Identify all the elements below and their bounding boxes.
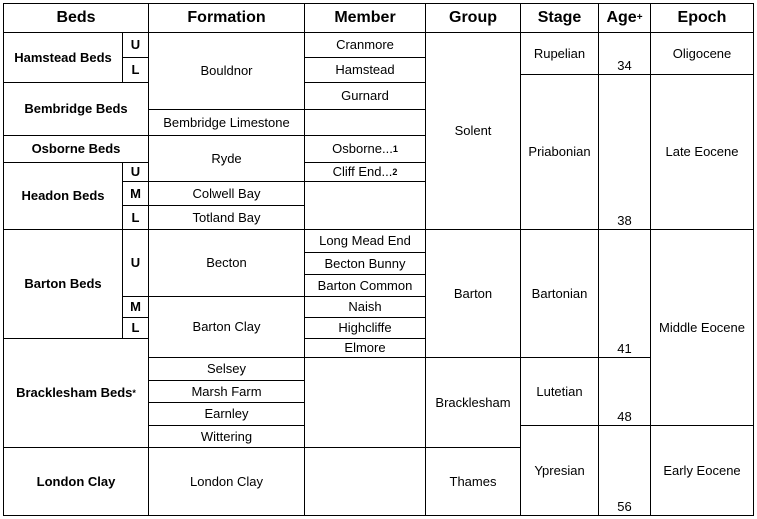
- member-barton-common: Barton Common: [317, 277, 413, 293]
- subdivision-headon-upper: U: [130, 164, 141, 179]
- header-member: Member: [334, 9, 396, 26]
- beds-barton: Barton Beds: [24, 276, 102, 291]
- subdivision-barton-middle: M: [130, 299, 141, 314]
- subdivision-hamstead-upper: U: [130, 37, 141, 52]
- beds-osborne: Osborne Beds: [31, 141, 121, 156]
- subdivision-headon-middle: M: [130, 185, 141, 201]
- formation-colwell-bay: Colwell Bay: [192, 185, 261, 201]
- formation-bembridge-limestone: Bembridge Limestone: [163, 114, 290, 130]
- member-naish: Naish: [348, 299, 382, 314]
- age-38: 38: [617, 213, 632, 228]
- formation-wittering: Wittering: [200, 428, 253, 444]
- grid-line: [304, 181, 425, 182]
- epoch-middle-eocene: Middle Eocene: [659, 319, 745, 335]
- epoch-late-eocene: Late Eocene: [665, 144, 739, 159]
- age-48: 48: [617, 409, 632, 424]
- formation-marsh-farm: Marsh Farm: [191, 383, 262, 399]
- member-gurnard: Gurnard: [341, 88, 389, 103]
- beds-london-clay: London Clay: [36, 473, 116, 489]
- member-cliff-end-label: Cliff End...: [332, 164, 393, 179]
- stage-ypresian: Ypresian: [534, 462, 585, 478]
- subdivision-hamstead-lower: L: [131, 62, 140, 77]
- beds-bracklesham-label: Bracklesham Beds: [16, 385, 133, 400]
- subdivision-headon-lower: L: [131, 209, 140, 225]
- group-bracklesham: Bracklesham: [435, 394, 511, 410]
- epoch-oligocene: Oligocene: [672, 45, 732, 61]
- stage-bartonian: Bartonian: [531, 285, 588, 301]
- header-formation: Formation: [187, 9, 266, 26]
- formation-barton-clay: Barton Clay: [192, 319, 261, 334]
- stage-rupelian: Rupelian: [533, 45, 586, 61]
- grid-line: [753, 3, 754, 516]
- member-long-mead-end: Long Mead End: [319, 233, 411, 248]
- grid-line: [3, 515, 754, 516]
- formation-earnley: Earnley: [204, 406, 249, 421]
- formation-london-clay: London Clay: [190, 473, 263, 489]
- beds-bracklesham: Bracklesham Beds *: [16, 385, 136, 400]
- grid-line: [304, 357, 425, 358]
- member-cliff-end: Cliff End... 2: [332, 164, 398, 179]
- beds-hamstead: Hamstead Beds: [14, 49, 112, 65]
- formation-bouldnor: Bouldnor: [200, 63, 253, 78]
- group-thames: Thames: [449, 473, 497, 489]
- subdivision-barton-lower: L: [131, 320, 140, 335]
- formation-selsey: Selsey: [206, 361, 247, 376]
- age-56: 56: [617, 499, 632, 514]
- stage-lutetian: Lutetian: [536, 383, 583, 399]
- formation-becton: Becton: [206, 255, 247, 270]
- group-solent: Solent: [454, 123, 492, 138]
- stage-priabonian: Priabonian: [528, 144, 591, 159]
- header-stage: Stage: [537, 9, 582, 26]
- header-beds: Beds: [56, 9, 96, 26]
- grid-line: [304, 109, 425, 110]
- beds-bembridge: Bembridge Beds: [24, 101, 128, 116]
- subdivision-barton-upper: U: [130, 255, 141, 270]
- header-age-label: Age: [606, 9, 637, 26]
- member-osborne-label: Osborne...: [332, 141, 393, 156]
- member-becton-bunny: Becton Bunny: [324, 255, 406, 271]
- member-osborne: Osborne... 1: [332, 141, 398, 156]
- member-highcliffe: Highcliffe: [338, 320, 392, 335]
- header-age: Age +: [606, 9, 643, 26]
- formation-totland-bay: Totland Bay: [192, 209, 261, 225]
- age-41: 41: [617, 341, 632, 356]
- group-barton: Barton: [453, 285, 493, 301]
- header-group: Group: [449, 9, 497, 26]
- age-34: 34: [617, 58, 632, 73]
- grid-line: [304, 447, 425, 448]
- member-cranmore: Cranmore: [336, 37, 394, 52]
- epoch-early-eocene: Early Eocene: [663, 462, 741, 478]
- formation-ryde: Ryde: [211, 150, 242, 166]
- member-elmore: Elmore: [344, 340, 386, 355]
- beds-headon: Headon Beds: [21, 188, 105, 203]
- member-hamstead: Hamstead: [335, 62, 395, 77]
- header-epoch: Epoch: [677, 9, 727, 26]
